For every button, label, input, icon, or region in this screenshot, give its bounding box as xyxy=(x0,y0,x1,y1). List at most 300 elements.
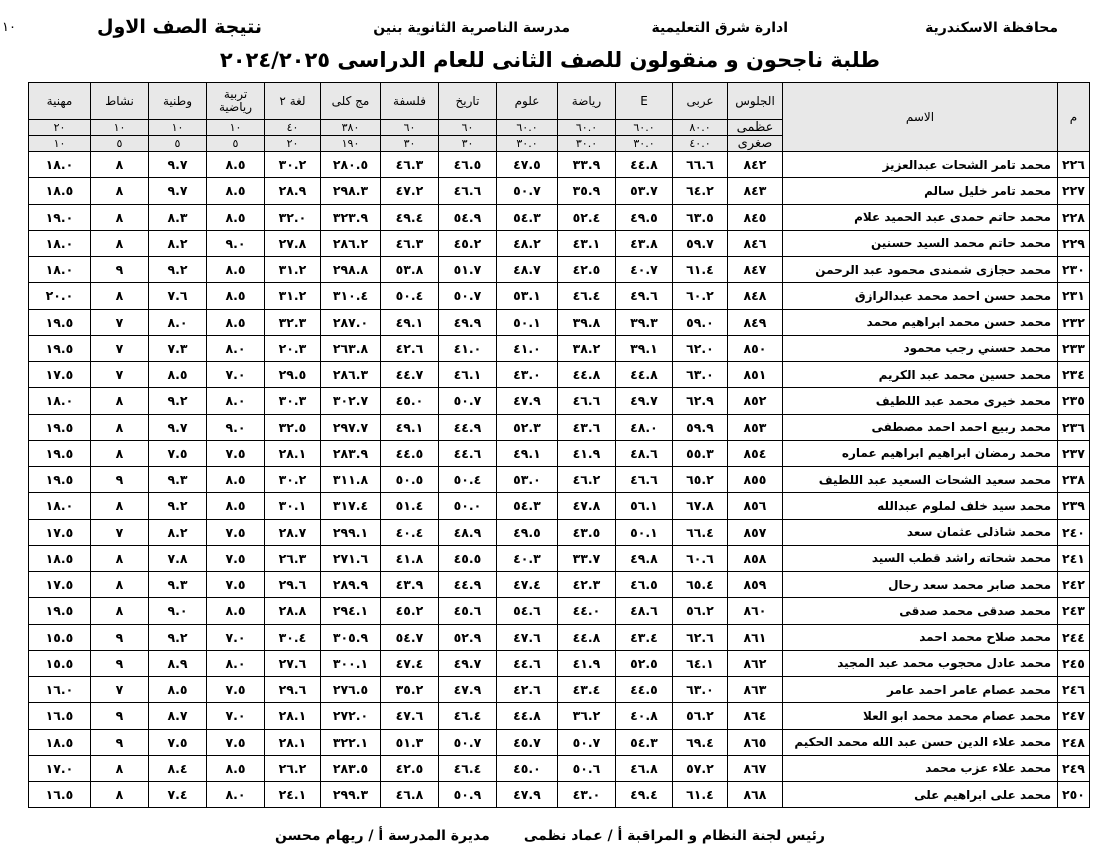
table-row xyxy=(29,729,1090,755)
column-header: علوم xyxy=(497,83,558,120)
committee-head-signature: رئيس لجنة النظام و المراقبة أ / عماد نظمى xyxy=(523,828,825,844)
student-name-cell: محمد خيرى محمد عبد اللطيف xyxy=(783,388,1058,414)
table-cell: ٨ xyxy=(91,204,149,230)
table-cell: ٣٣.٩ xyxy=(558,152,616,178)
column-max-score: ١٠ xyxy=(149,120,207,136)
table-cell: ٨.٣ xyxy=(149,204,207,230)
student-name-cell: محمد صابر محمد سعد رحال xyxy=(783,572,1058,598)
table-cell: ٤٩.٥ xyxy=(616,204,673,230)
table-cell: ٨ xyxy=(91,283,149,309)
column-max-score: ٦٠ xyxy=(381,120,439,136)
table-cell: ٣٥.٢ xyxy=(381,677,439,703)
student-name-cell: محمد سعيد الشحات السعيد عبد اللطيف xyxy=(783,467,1058,493)
table-cell: ٨ xyxy=(91,178,149,204)
table-cell: ٢٩٧.٧ xyxy=(321,414,381,440)
table-cell: ٨.٥ xyxy=(207,257,265,283)
table-cell: ٨.٠ xyxy=(149,309,207,335)
table-cell: ٢٣٠ xyxy=(1058,257,1090,283)
table-cell: ٤٣.٦ xyxy=(558,414,616,440)
table-cell: ٩.٧ xyxy=(149,152,207,178)
table-cell: ٨.٠ xyxy=(207,650,265,676)
table-cell: ٤٥.٦ xyxy=(439,598,497,624)
table-cell: ٤١.٠ xyxy=(497,335,558,361)
table-cell: ١٥.٥ xyxy=(29,650,91,676)
table-cell: ٦٧.٨ xyxy=(673,493,728,519)
column-min-score: ٢٠ xyxy=(265,136,321,152)
student-name-cell: محمد علاء الدين حسن عبد الله محمد الحكيم xyxy=(783,729,1058,755)
table-cell: ١٨.٥ xyxy=(29,545,91,571)
table-cell: ٤٩.١ xyxy=(381,309,439,335)
table-cell: ٨٦١ xyxy=(728,624,783,650)
table-cell: ١٨.٥ xyxy=(29,178,91,204)
table-cell: ٣٥.٩ xyxy=(558,178,616,204)
table-cell: ٨ xyxy=(91,598,149,624)
table-cell: ٢٩٤.١ xyxy=(321,598,381,624)
table-cell: ٢٨.٩ xyxy=(265,178,321,204)
table-cell: ٢٨.١ xyxy=(265,703,321,729)
table-cell: ٢٩٨.٨ xyxy=(321,257,381,283)
table-cell: ٤٣.٠ xyxy=(558,782,616,808)
table-cell: ٢٣٤ xyxy=(1058,362,1090,388)
table-cell: ٥٠.٧ xyxy=(439,388,497,414)
table-cell: ١٨.٠ xyxy=(29,257,91,283)
table-cell: ٤٨.٢ xyxy=(497,230,558,256)
table-cell: ٢٠.٠ xyxy=(29,283,91,309)
table-cell: ٨.٧ xyxy=(149,703,207,729)
table-cell: ٩.٠ xyxy=(149,598,207,624)
table-cell: ٨ xyxy=(91,388,149,414)
table-cell: ٩ xyxy=(91,650,149,676)
column-header: مهنية xyxy=(29,83,91,120)
table-cell: ٢٨٧.٠ xyxy=(321,309,381,335)
table-cell: ٨.٥ xyxy=(207,178,265,204)
table-cell: ٨٦٠ xyxy=(728,598,783,624)
table-body xyxy=(29,152,1090,808)
table-cell: ١٧.٥ xyxy=(29,519,91,545)
table-cell: ٥١.٣ xyxy=(381,729,439,755)
table-cell: ٥٦.١ xyxy=(616,493,673,519)
table-cell: ٤٩.١ xyxy=(497,440,558,466)
table-cell: ٢٢٧ xyxy=(1058,178,1090,204)
table-cell: ٤٨.٧ xyxy=(497,257,558,283)
table-cell: ٤٦.٤ xyxy=(439,703,497,729)
table-cell: ٥٩.٩ xyxy=(673,414,728,440)
table-row xyxy=(29,572,1090,598)
column-min-score: ٥ xyxy=(149,136,207,152)
table-cell: ٧ xyxy=(91,677,149,703)
table-cell: ٢٤٧ xyxy=(1058,703,1090,729)
table-cell: ٨.٥ xyxy=(207,309,265,335)
table-cell: ٣٠.٣ xyxy=(265,388,321,414)
table-cell: ٥٢.٣ xyxy=(497,414,558,440)
table-cell: ٨.٥ xyxy=(207,152,265,178)
table-cell: ٧.٥ xyxy=(149,729,207,755)
table-cell: ٢٠.٣ xyxy=(265,335,321,361)
table-cell: ٨ xyxy=(91,493,149,519)
table-row xyxy=(29,650,1090,676)
table-cell: ٨.٥ xyxy=(207,283,265,309)
table-cell: ٤٧.٢ xyxy=(381,178,439,204)
table-cell: ٢٤٣ xyxy=(1058,598,1090,624)
table-cell: ٤٠.٤ xyxy=(381,519,439,545)
table-cell: ٥٤.٧ xyxy=(381,624,439,650)
table-cell: ٩ xyxy=(91,257,149,283)
table-cell: ٦٣.٥ xyxy=(673,204,728,230)
table-cell: ٤٦.٦ xyxy=(439,178,497,204)
table-cell: ٨٥٣ xyxy=(728,414,783,440)
table-cell: ٣٠٢.٧ xyxy=(321,388,381,414)
results-table xyxy=(28,82,1090,808)
table-row xyxy=(29,782,1090,808)
table-cell: ٢٨٠.٥ xyxy=(321,152,381,178)
table-cell: ٢٩٨.٣ xyxy=(321,178,381,204)
table-row xyxy=(29,414,1090,440)
table-cell: ٢٢٦ xyxy=(1058,152,1090,178)
table-cell: ٢٨.٧ xyxy=(265,519,321,545)
table-cell: ١٩.٠ xyxy=(29,204,91,230)
table-cell: ٧.٠ xyxy=(207,703,265,729)
table-cell: ٤٣.٤ xyxy=(558,677,616,703)
table-cell: ٧ xyxy=(91,362,149,388)
table-cell: ٧.٥ xyxy=(207,440,265,466)
table-cell: ٤١.٨ xyxy=(381,545,439,571)
table-cell: ٢٧٦.٥ xyxy=(321,677,381,703)
table-cell: ٥٤.٦ xyxy=(497,598,558,624)
table-cell: ٥٩.٠ xyxy=(673,309,728,335)
table-cell: ٣٩.١ xyxy=(616,335,673,361)
table-cell: ٢٧١.٦ xyxy=(321,545,381,571)
table-cell: ٤٦.١ xyxy=(439,362,497,388)
table-cell: ٤٥.٥ xyxy=(439,545,497,571)
table-row xyxy=(29,755,1090,781)
table-cell: ٨ xyxy=(91,152,149,178)
table-row xyxy=(29,388,1090,414)
table-cell: ٤٤.٧ xyxy=(381,362,439,388)
table-cell: ٤٥.٧ xyxy=(497,729,558,755)
table-cell: ٦٦.٦ xyxy=(673,152,728,178)
table-cell: ٤٩.٥ xyxy=(497,519,558,545)
table-cell: ٤٩.٧ xyxy=(439,650,497,676)
table-cell: ٥٠.٤ xyxy=(381,283,439,309)
table-cell: ٦٤.١ xyxy=(673,650,728,676)
table-cell: ٥٢.٥ xyxy=(616,650,673,676)
table-cell: ٣١.٢ xyxy=(265,283,321,309)
table-cell: ٣٩.٨ xyxy=(558,309,616,335)
table-cell: ٥٣.٨ xyxy=(381,257,439,283)
table-cell: ٣٢.٣ xyxy=(265,309,321,335)
table-cell: ٢٦.٢ xyxy=(265,755,321,781)
table-cell: ٥٠.٦ xyxy=(558,755,616,781)
table-cell: ٩.٠ xyxy=(207,230,265,256)
table-row xyxy=(29,178,1090,204)
table-row xyxy=(29,677,1090,703)
table-cell: ٤٦.٦ xyxy=(616,467,673,493)
table-cell: ٤٠.٧ xyxy=(616,257,673,283)
table-cell: ٢٢٩ xyxy=(1058,230,1090,256)
table-cell: ٤٩.٩ xyxy=(439,309,497,335)
column-header: مج كلى xyxy=(321,83,381,120)
principal-signature: مديرة المدرسة أ / ريهام محسن xyxy=(275,828,490,844)
table-cell: ٨.٠ xyxy=(207,335,265,361)
student-name-cell: محمد حسني رجب محمود xyxy=(783,335,1058,361)
table-cell: ٤٦.٥ xyxy=(439,152,497,178)
table-cell: ٨٥٠ xyxy=(728,335,783,361)
table-row xyxy=(29,230,1090,256)
table-cell: ٤٦.٣ xyxy=(381,152,439,178)
table-cell: ٤٢.٣ xyxy=(558,572,616,598)
table-cell: ٧.٦ xyxy=(149,283,207,309)
table-cell: ٦٢.٠ xyxy=(673,335,728,361)
table-cell: ٨٦٣ xyxy=(728,677,783,703)
table-cell: ٤٧.٦ xyxy=(497,624,558,650)
table-cell: ٢٤٦ xyxy=(1058,677,1090,703)
column-max-score: ٦٠ xyxy=(439,120,497,136)
column-header: عربى xyxy=(673,83,728,120)
administration-label: ادارة شرق التعليمية xyxy=(651,20,788,36)
table-cell: ٢٣٥ xyxy=(1058,388,1090,414)
table-cell: ٩.٧ xyxy=(149,178,207,204)
table-cell: ٥٤.٣ xyxy=(616,729,673,755)
table-cell: ٦٠.٢ xyxy=(673,283,728,309)
table-cell: ٤٦.٢ xyxy=(558,467,616,493)
footer xyxy=(0,828,1100,844)
table-cell: ١٨.٥ xyxy=(29,729,91,755)
table-cell: ٨٦٥ xyxy=(728,729,783,755)
student-name-cell: محمد عادل محجوب محمد عبد المجيد xyxy=(783,650,1058,676)
school-label: مدرسة الناصرية الثانوية بنين xyxy=(373,20,570,36)
table-cell: ٤٤.٩ xyxy=(439,572,497,598)
table-cell: ٢٨.٨ xyxy=(265,598,321,624)
table-cell: ٨.٥ xyxy=(149,362,207,388)
table-row xyxy=(29,440,1090,466)
table-cell: ٦٢.٩ xyxy=(673,388,728,414)
table-cell: ١٩.٥ xyxy=(29,598,91,624)
table-cell: ٤٤.٦ xyxy=(497,650,558,676)
table-cell: ٨.٥ xyxy=(207,467,265,493)
table-cell: ٨٤٦ xyxy=(728,230,783,256)
table-cell: ٢٤٤ xyxy=(1058,624,1090,650)
table-cell: ٢٨٦.٣ xyxy=(321,362,381,388)
table-cell: ٨ xyxy=(91,414,149,440)
column-min-score: ٣٠.٠ xyxy=(558,136,616,152)
table-cell: ٨.٥ xyxy=(207,493,265,519)
table-cell: ٨.٤ xyxy=(149,755,207,781)
table-row xyxy=(29,519,1090,545)
table-cell: ٨ xyxy=(91,782,149,808)
table-cell: ٢٨٣.٥ xyxy=(321,755,381,781)
table-cell: ٦١.٤ xyxy=(673,782,728,808)
table-cell: ٤٦.٨ xyxy=(616,755,673,781)
table-cell: ٤٢.٥ xyxy=(381,755,439,781)
table-cell: ٤٤.٠ xyxy=(558,598,616,624)
table-cell: ١٧.٥ xyxy=(29,572,91,598)
table-cell: ٨.٩ xyxy=(149,650,207,676)
table-cell: ٦٠.٦ xyxy=(673,545,728,571)
table-cell: ٢٤٨ xyxy=(1058,729,1090,755)
table-cell: ٢٣٣ xyxy=(1058,335,1090,361)
table-cell: ٥٤.٣ xyxy=(497,204,558,230)
student-name-cell: محمد شاذلى عثمان سعد xyxy=(783,519,1058,545)
table-cell: ١٩.٥ xyxy=(29,440,91,466)
table-cell: ٤٤.٥ xyxy=(381,440,439,466)
column-min-score: ٣٠ xyxy=(439,136,497,152)
table-cell: ٤٨.٦ xyxy=(616,598,673,624)
table-cell: ٤٧.٨ xyxy=(558,493,616,519)
table-cell: ٢٤.١ xyxy=(265,782,321,808)
table-cell: ١٨.٠ xyxy=(29,152,91,178)
table-cell: ٨٤٥ xyxy=(728,204,783,230)
table-cell: ٩ xyxy=(91,703,149,729)
table-cell: ٦١.٤ xyxy=(673,257,728,283)
table-cell: ٧ xyxy=(91,335,149,361)
student-name-cell: محمد على ابراهيم على xyxy=(783,782,1058,808)
column-max-score: ٤٠ xyxy=(265,120,321,136)
table-cell: ٣٢٣.٩ xyxy=(321,204,381,230)
table-cell: ٦٣.٠ xyxy=(673,362,728,388)
column-max-score: ٦٠.٠ xyxy=(558,120,616,136)
table-cell: ٤١.٩ xyxy=(558,650,616,676)
column-max-score: ٦٠.٠ xyxy=(616,120,673,136)
table-cell: ٨٥٤ xyxy=(728,440,783,466)
table-cell: ٤٣.٩ xyxy=(381,572,439,598)
table-cell: ١٩.٥ xyxy=(29,414,91,440)
table-cell: ٤٥.٢ xyxy=(381,598,439,624)
page-title: طلبة ناجحون و منقولون للصف الثانى للعام الدراسى ٢٠٢٤/٢٠٢٥ xyxy=(219,48,881,72)
table-cell: ٨٤٣ xyxy=(728,178,783,204)
column-min-score: ٣٠.٠ xyxy=(497,136,558,152)
table-cell: ٢٧.٦ xyxy=(265,650,321,676)
table-cell: ٣٠.١ xyxy=(265,493,321,519)
table-cell: ٤٧.٩ xyxy=(439,677,497,703)
table-cell: ٣٩.٣ xyxy=(616,309,673,335)
table-cell: ٦٩.٤ xyxy=(673,729,728,755)
student-name-cell: محمد صلاح محمد احمد xyxy=(783,624,1058,650)
table-cell: ٢٦٣.٨ xyxy=(321,335,381,361)
table-cell: ٥٠.٩ xyxy=(439,782,497,808)
column-min-score: ٤٠.٠ xyxy=(673,136,728,152)
table-cell: ٤١.٩ xyxy=(558,440,616,466)
table-cell: ٨ xyxy=(91,572,149,598)
table-cell: ٢٢٨ xyxy=(1058,204,1090,230)
student-name-cell: محمد عصام محمد محمد ابو العلا xyxy=(783,703,1058,729)
column-header: الاسم xyxy=(783,83,1058,152)
table-cell: ٣١٧.٤ xyxy=(321,493,381,519)
table-cell: ٤٥.٢ xyxy=(439,230,497,256)
table-cell: ٥٠.٥ xyxy=(381,467,439,493)
table-cell: ٤٣.٨ xyxy=(616,230,673,256)
student-name-cell: محمد حسن احمد محمد عبدالرازق xyxy=(783,283,1058,309)
table-cell: ٤٧.٥ xyxy=(497,152,558,178)
student-name-cell: محمد حجازى شمندى محمود عبد الرحمن xyxy=(783,257,1058,283)
table-cell: ٨٦٨ xyxy=(728,782,783,808)
table-cell: ٦٥.٢ xyxy=(673,467,728,493)
table-cell: ٩.٢ xyxy=(149,624,207,650)
table-cell: ١٦.٥ xyxy=(29,703,91,729)
table-cell: ٢٨٩.٩ xyxy=(321,572,381,598)
table-cell: ٩.٧ xyxy=(149,414,207,440)
table-cell: ٧ xyxy=(91,519,149,545)
page-number: ١٠ xyxy=(2,20,16,35)
table-cell: ٤٣.٤ xyxy=(616,624,673,650)
table-cell: ٤٢.٥ xyxy=(558,257,616,283)
table-cell: ٥٧.٢ xyxy=(673,755,728,781)
table-cell: ٤٠.٨ xyxy=(616,703,673,729)
table-cell: ٤٧.٦ xyxy=(381,703,439,729)
table-cell: ٨٥٨ xyxy=(728,545,783,571)
table-cell: ٥٣.٠ xyxy=(497,467,558,493)
table-cell: ٨٥٩ xyxy=(728,572,783,598)
table-cell: ٦٦.٤ xyxy=(673,519,728,545)
table-cell: ٩ xyxy=(91,624,149,650)
column-header: تاريخ xyxy=(439,83,497,120)
table-cell: ٨٤٢ xyxy=(728,152,783,178)
table-cell: ٨ xyxy=(91,440,149,466)
column-min-score: ١٠ xyxy=(29,136,91,152)
table-cell: ٢٨.١ xyxy=(265,440,321,466)
table-cell: ٨٤٧ xyxy=(728,257,783,283)
table-cell: ٢٤١ xyxy=(1058,545,1090,571)
table-cell: ١٩.٥ xyxy=(29,467,91,493)
table-cell: ٧.٤ xyxy=(149,782,207,808)
table-row xyxy=(29,362,1090,388)
column-max-score: عظمى xyxy=(728,120,783,136)
table-row xyxy=(29,467,1090,493)
table-cell: ٢٩.٥ xyxy=(265,362,321,388)
table-cell: ٤٩.٦ xyxy=(616,283,673,309)
table-cell: ٨.٥ xyxy=(149,677,207,703)
table-cell: ٥٠.٠ xyxy=(439,493,497,519)
table-cell: ٣١٠.٤ xyxy=(321,283,381,309)
table-cell: ٨ xyxy=(91,755,149,781)
table-cell: ٣٠.٤ xyxy=(265,624,321,650)
table-cell: ٨.٥ xyxy=(207,204,265,230)
column-header: م xyxy=(1058,83,1090,152)
table-cell: ٤٩.٧ xyxy=(616,388,673,414)
table-cell: ٢٤٥ xyxy=(1058,650,1090,676)
table-cell: ٣٢.٠ xyxy=(265,204,321,230)
table-cell: ٨.٥ xyxy=(207,755,265,781)
table-cell: ٢٨.١ xyxy=(265,729,321,755)
table-cell: ٨ xyxy=(91,230,149,256)
column-max-score: ٦٠.٠ xyxy=(497,120,558,136)
table-cell: ٢٦.٣ xyxy=(265,545,321,571)
column-min-score: ٣٠ xyxy=(381,136,439,152)
column-header: نشاط xyxy=(91,83,149,120)
table-cell: ٤٨.٦ xyxy=(616,440,673,466)
student-name-cell: محمد سيد خلف لملوم عبدالله xyxy=(783,493,1058,519)
column-max-score: ٨٠.٠ xyxy=(673,120,728,136)
table-cell: ٢٩.٦ xyxy=(265,677,321,703)
table-cell: ٢٣٨ xyxy=(1058,467,1090,493)
table-cell: ٤٤.٦ xyxy=(439,440,497,466)
table-cell: ٥٠.٧ xyxy=(439,729,497,755)
column-min-score: صغرى xyxy=(728,136,783,152)
table-cell: ٨.٠ xyxy=(207,782,265,808)
column-header: E xyxy=(616,83,673,120)
table-row xyxy=(29,283,1090,309)
table-cell: ٢٥٠ xyxy=(1058,782,1090,808)
column-min-score: ٥ xyxy=(207,136,265,152)
student-name-cell: محمد ربيع احمد احمد مصطفى xyxy=(783,414,1058,440)
table-cell: ٨٥١ xyxy=(728,362,783,388)
table-cell: ٨ xyxy=(91,545,149,571)
table-row xyxy=(29,545,1090,571)
table-cell: ٣١.٢ xyxy=(265,257,321,283)
table-cell: ٣٨.٢ xyxy=(558,335,616,361)
table-cell: ٣٠٥.٩ xyxy=(321,624,381,650)
table-cell: ٣٠.٢ xyxy=(265,152,321,178)
table-cell: ٤٢.٦ xyxy=(497,677,558,703)
